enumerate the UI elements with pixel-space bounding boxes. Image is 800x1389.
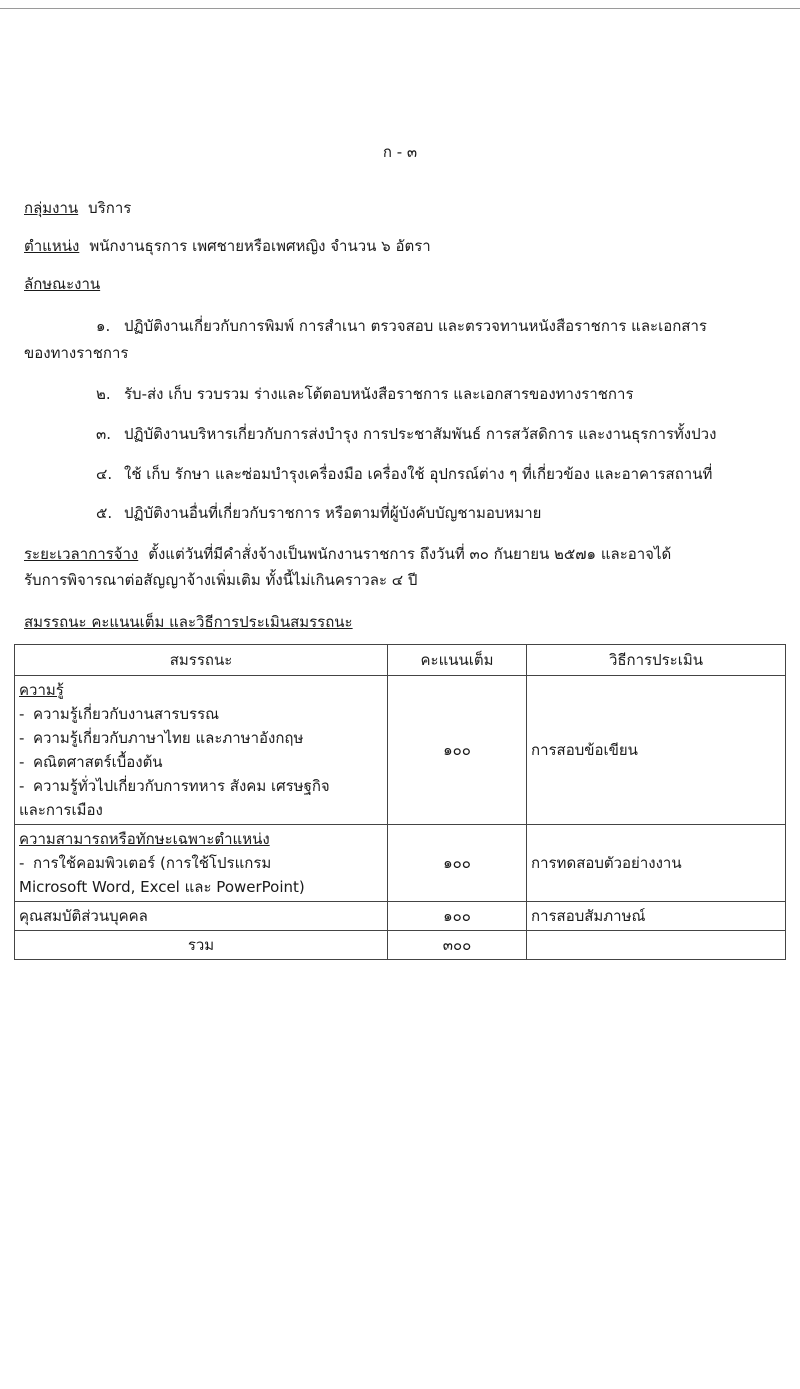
header-method: วิธีการประเมิน: [527, 645, 786, 676]
competency-title: ความสามารถหรือทักษะเฉพาะตำแหน่ง: [19, 830, 270, 848]
job-item-num: ๔.: [96, 465, 113, 483]
job-item-1: [96, 316, 707, 336]
group-line: [24, 198, 131, 218]
score-cell: ๑๐๐: [388, 825, 527, 902]
table-row: [15, 902, 786, 931]
competency-cell: [15, 825, 388, 902]
job-item-text: ปฏิบัติงานบริหารเกี่ยวกับการส่งบำรุง การประชาสัมพันธ์ การสวัสดิการ และงานธุรการทั้งปวง: [124, 425, 717, 443]
job-item-num: ๓.: [96, 425, 112, 443]
position-value: พนักงานธุรการ เพศชายหรือเพศหญิง จำนวน ๖ อัตรา: [89, 237, 431, 255]
job-item-num: ๑.: [96, 317, 111, 335]
position-label: ตำแหน่ง: [24, 237, 80, 255]
job-item-5: [96, 503, 541, 523]
page-number: ก - ๓: [382, 143, 418, 161]
group-value: บริการ: [88, 199, 132, 217]
job-item-text: ปฏิบัติงานเกี่ยวกับการพิมพ์ การสำเนา ตรวจสอบ และตรวจทานหนังสือราชการ และเอกสาร: [124, 317, 707, 335]
competency-bullet: - ความรู้เกี่ยวกับงานสารบรรณ: [19, 705, 220, 723]
job-item-num: ๒.: [96, 385, 111, 403]
job-item-2: [96, 384, 634, 404]
score-cell: ๑๐๐: [388, 676, 527, 825]
competency-bullet: - การใช้คอมพิวเตอร์ (การใช้โปรแกรม: [19, 854, 272, 872]
total-method: [527, 931, 786, 960]
method-cell: การสอบสัมภาษณ์: [527, 902, 786, 931]
competency-cell: คุณสมบัติส่วนบุคคล: [15, 902, 388, 931]
table-total-row: [15, 931, 786, 960]
job-item-1-continuation: ของทางราชการ: [24, 344, 129, 362]
job-item-num: ๕.: [96, 504, 113, 522]
employment-period-text: ตั้งแต่วันที่มีคำสั่งจ้างเป็นพนักงานราชการ ถึงวันที่ ๓๐ กันยายน ๒๕๗๑ และอาจได้: [148, 545, 672, 563]
header-competency: สมรรถนะ: [15, 645, 388, 676]
top-rule: [0, 8, 800, 9]
table-row: [15, 825, 786, 902]
competency-bullet: - คณิตศาสตร์เบื้องต้น: [19, 753, 163, 771]
competency-heading: สมรรถนะ คะแนนเต็ม และวิธีการประเมินสมรรถนะ: [24, 613, 353, 631]
employment-period-line: [24, 544, 671, 564]
table-row: [15, 676, 786, 825]
score-cell: ๑๐๐: [388, 902, 527, 931]
competency-bullet: - ความรู้ทั่วไปเกี่ยวกับการทหาร สังคม เศรษฐกิจ: [19, 777, 330, 795]
header-full-score: คะแนนเต็ม: [388, 645, 527, 676]
method-cell: การทดสอบตัวอย่างงาน: [527, 825, 786, 902]
job-item-3: [96, 424, 716, 444]
job-item-text: ปฏิบัติงานอื่นที่เกี่ยวกับราชการ หรือตามที่ผู้บังคับบัญชามอบหมาย: [124, 504, 542, 522]
total-score: ๓๐๐: [388, 931, 527, 960]
competency-table: [14, 644, 786, 960]
job-item-text: ใช้ เก็บ รักษา และซ่อมบำรุงเครื่องมือ เครื่องใช้ อุปกรณ์ต่าง ๆ ที่เกี่ยวข้อง และอาคารสถานที่: [124, 465, 713, 483]
job-item-4: [96, 464, 712, 484]
competency-cell: [15, 676, 388, 825]
job-nature-label: ลักษณะงาน: [24, 275, 101, 293]
competency-bullet: - ความรู้เกี่ยวกับภาษาไทย และภาษาอังกฤษ: [19, 729, 304, 747]
total-label: รวม: [15, 931, 388, 960]
employment-period-continuation: รับการพิจารณาต่อสัญญาจ้างเพิ่มเติม ทั้งนี้ไม่เกินคราวละ ๔ ปี: [24, 571, 418, 589]
table-header-row: [15, 645, 786, 676]
competency-continuation: Microsoft Word, Excel และ PowerPoint): [19, 878, 305, 896]
method-cell: การสอบข้อเขียน: [527, 676, 786, 825]
group-label: กลุ่มงาน: [24, 199, 79, 217]
position-line: [24, 236, 431, 256]
competency-title: ความรู้: [19, 681, 64, 699]
employment-period-label: ระยะเวลาการจ้าง: [24, 545, 139, 563]
job-item-text: รับ-ส่ง เก็บ รวบรวม ร่างและโต้ตอบหนังสือราชการ และเอกสารของทางราชการ: [124, 385, 634, 403]
competency-continuation: และการเมือง: [19, 801, 103, 819]
